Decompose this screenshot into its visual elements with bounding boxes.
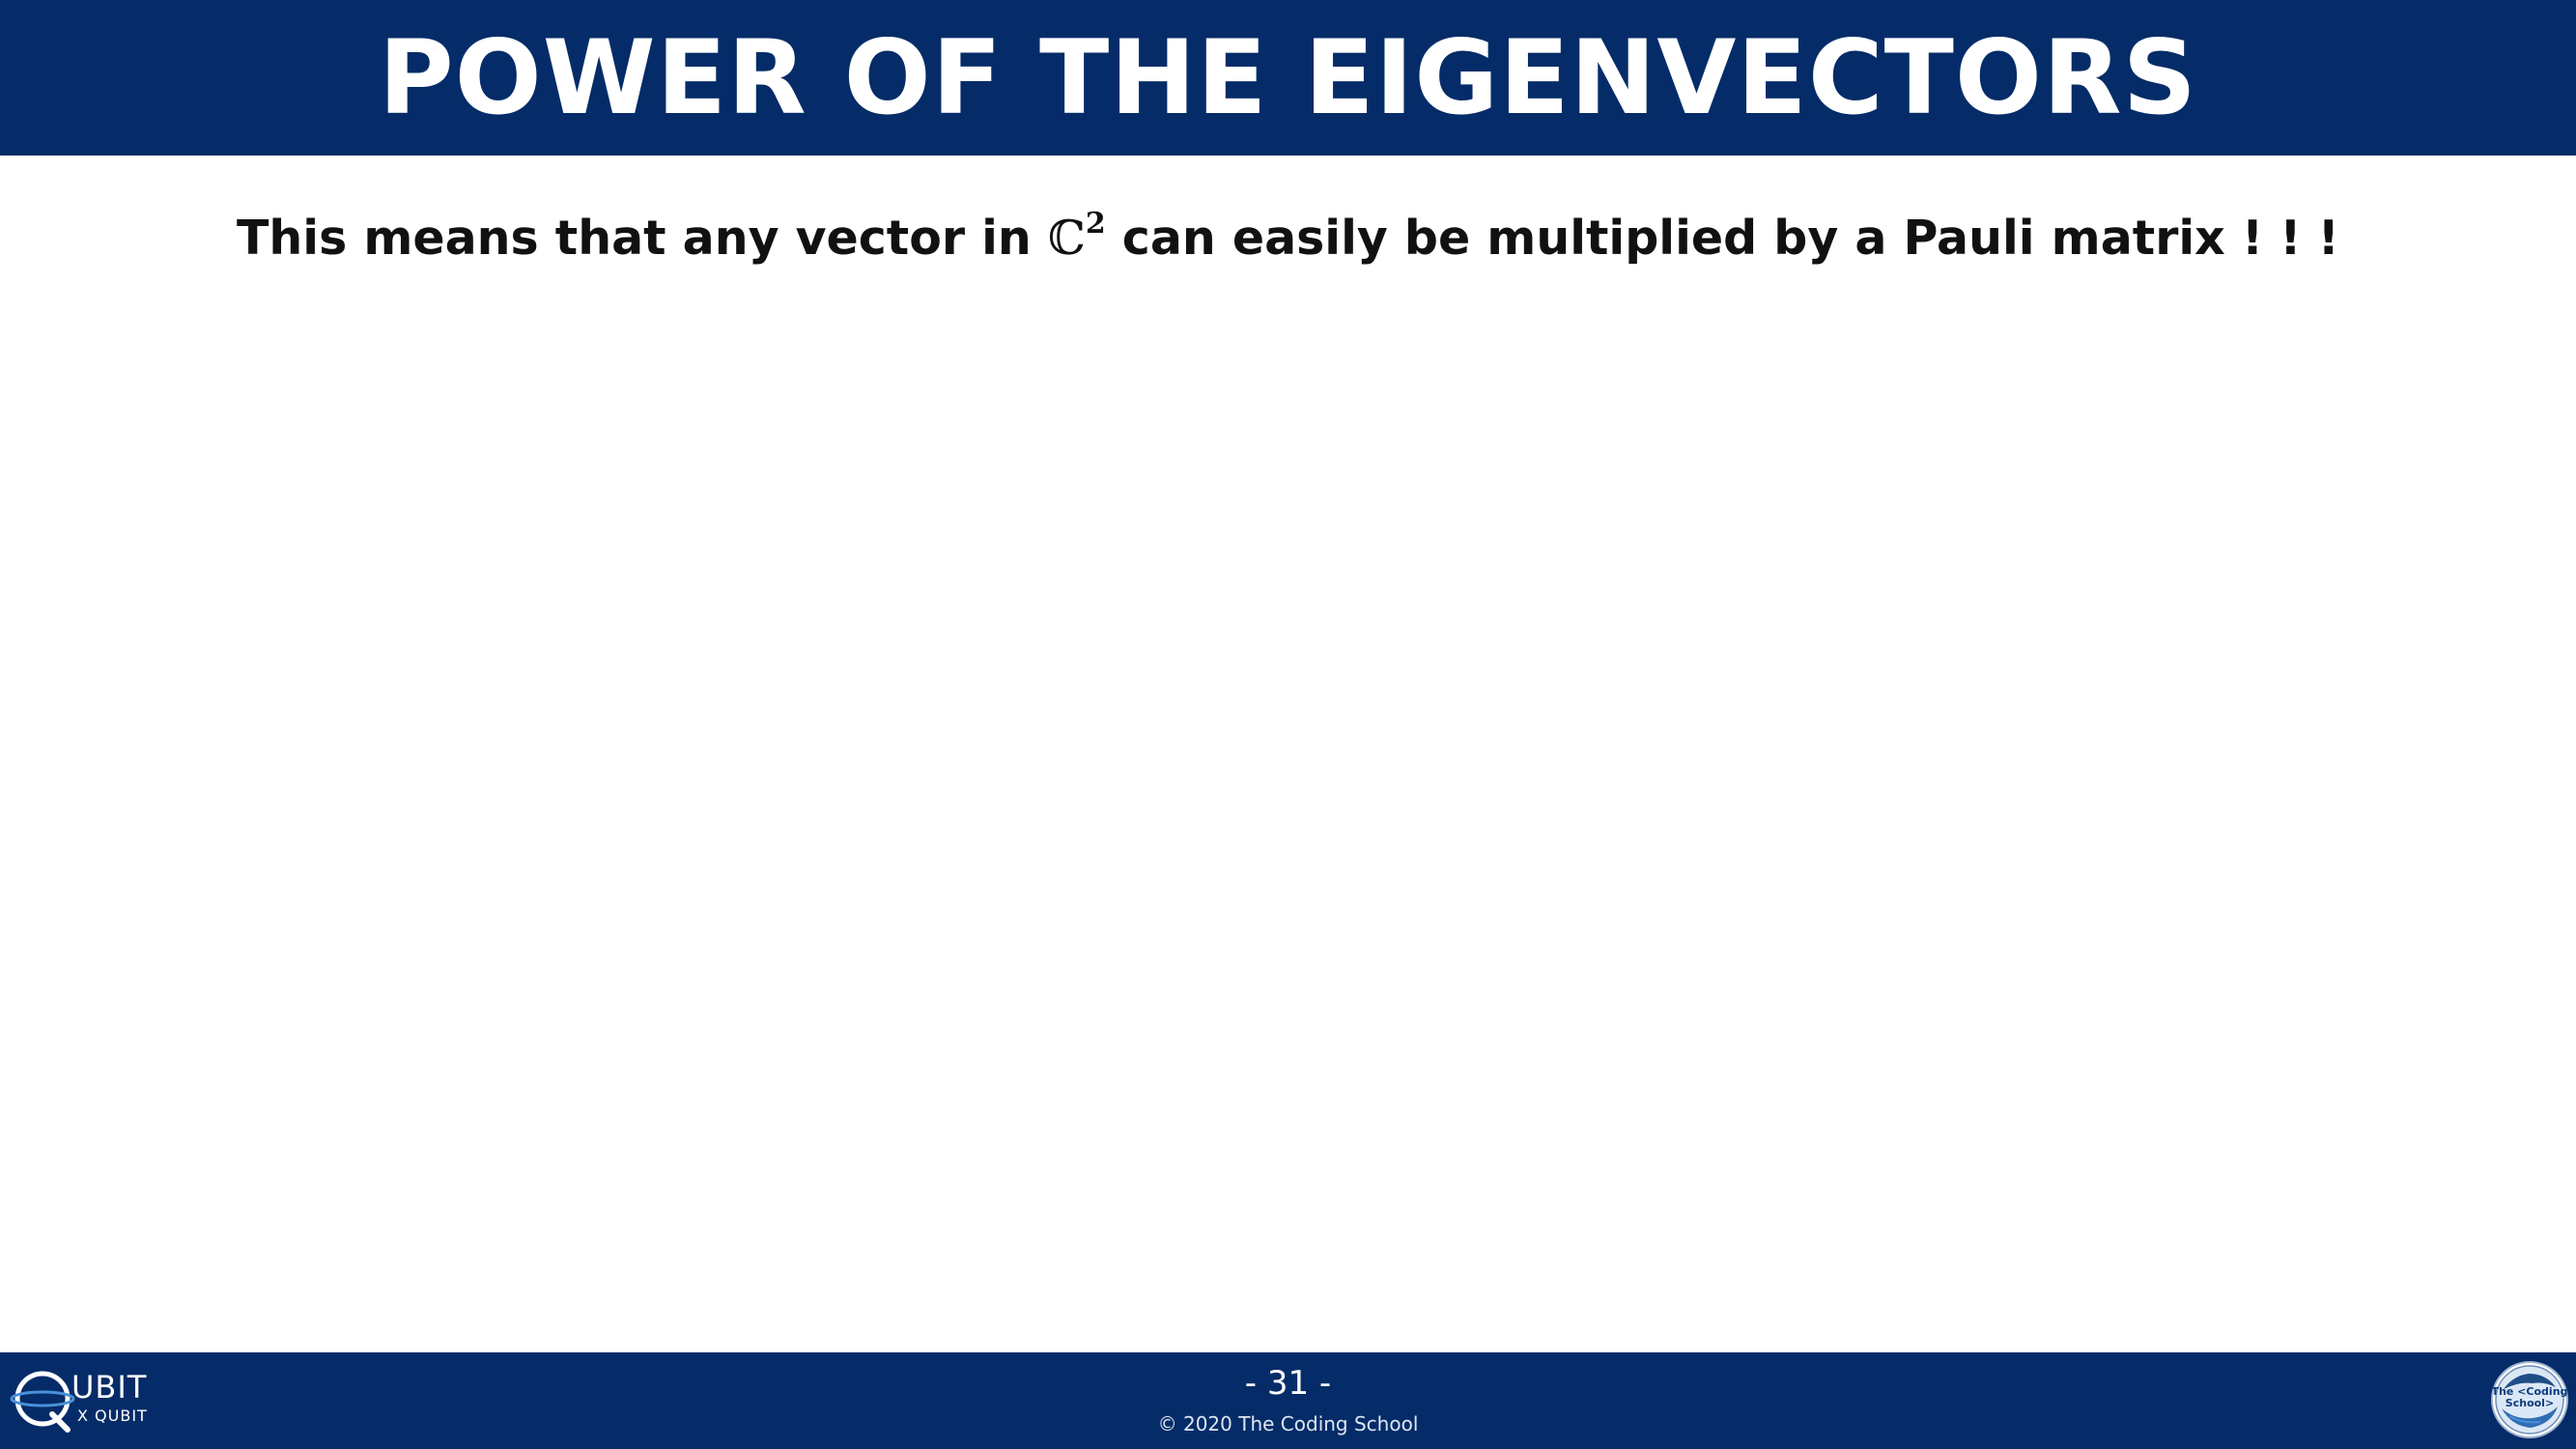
copyright-notice: © 2020 The Coding School — [1157, 1412, 1419, 1435]
complex-exponent: 2 — [1085, 207, 1106, 241]
complex-symbol: ℂ — [1047, 211, 1086, 266]
coding-school-logo — [2490, 1360, 2569, 1439]
statement-text-end: can easily be multiplied by a Pauli matrix ! ! ! — [1105, 211, 2339, 266]
logo-subtitle: X QUBIT — [77, 1406, 148, 1425]
page-number: - 31 - — [1244, 1364, 1332, 1403]
complex-space-symbol — [1047, 207, 1106, 266]
slide-title: POWER OF THE EIGENVECTORS — [378, 17, 2197, 137]
logo-wordmark: UBIT — [71, 1369, 148, 1406]
slide-header — [0, 0, 2576, 156]
statement-text-start: This means that any vector in — [236, 211, 1048, 266]
slide-footer — [0, 1352, 2576, 1449]
coding-school-label: The <Coding School> — [2491, 1385, 2568, 1410]
slide-statement — [0, 207, 2576, 268]
